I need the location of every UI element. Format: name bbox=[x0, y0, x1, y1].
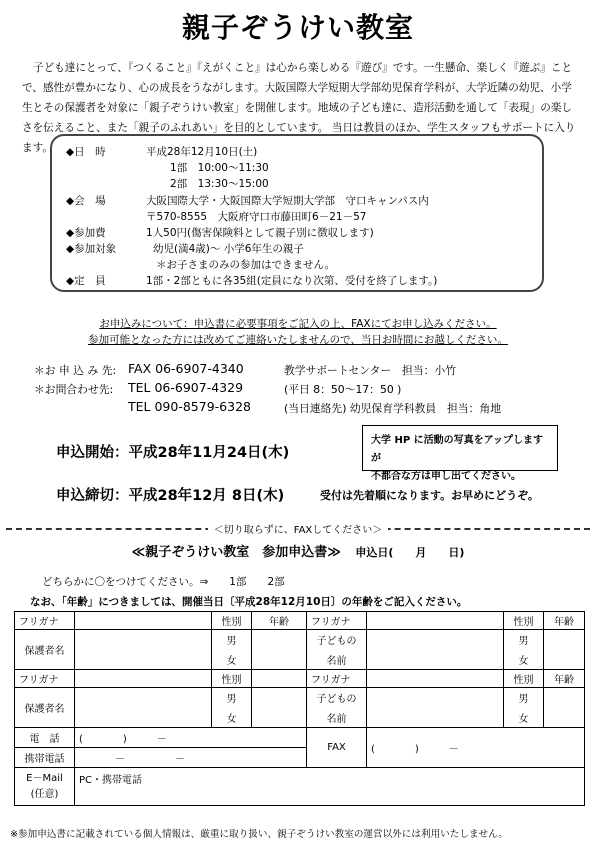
child-label-top: 子どもの bbox=[307, 688, 367, 708]
inquiry-tel: TEL 06-6907-4329 bbox=[128, 380, 244, 395]
guardian-furigana-input[interactable] bbox=[75, 612, 212, 630]
guardian-name-label: 保護者名 bbox=[15, 630, 75, 670]
info-fee: 1人50円(傷害保険料として親子別に徴収します) bbox=[146, 227, 374, 239]
female-option[interactable]: 女 bbox=[504, 708, 544, 728]
photo-notice-line1: 大学 HP に活動の写真をアップしますが bbox=[371, 435, 543, 464]
child-furigana-input[interactable] bbox=[367, 670, 504, 688]
child-name-input[interactable] bbox=[367, 630, 504, 670]
furigana-label: フリガナ bbox=[15, 670, 75, 688]
table-row bbox=[15, 612, 585, 630]
apply-start: 申込開始：平成28年11月24日(木) bbox=[56, 445, 290, 461]
gender-label: 性別 bbox=[504, 670, 544, 688]
email-input[interactable]: PC・携帯電話 bbox=[75, 768, 585, 806]
gender-label: 性別 bbox=[504, 612, 544, 630]
day-contact: (当日連絡先) 幼児保育学科教員 担当：角地 bbox=[284, 402, 501, 415]
page-title: 親子ぞうけい教室 bbox=[181, 11, 414, 44]
info-part2: 2部 13:30～15:00 bbox=[170, 178, 269, 190]
male-option[interactable]: 男 bbox=[212, 630, 252, 650]
furigana-label: フリガナ bbox=[307, 670, 367, 688]
phone-input[interactable]: ( ) － bbox=[75, 728, 307, 748]
application-form-table bbox=[14, 611, 585, 806]
intro-paragraph: 子ども達にとって、『つくること』『えがくこと』は心から楽しめる『遊び』です。一生懸命、楽しく『遊ぶ』ことで、感性が豊かになり、心の成長をうながします。大阪国際大学短期大学部幼児保育学科が、大学近隣の幼児、小学生とその保護者を対象に「親子ぞうけい教室」を開催します。地域の子ども達に、造形活動を通して「表現」の楽しさを伝えること、また「親子のふれあい」を目的としています。 当日は教員のほか、学生スタッフもサポートに入ります。 bbox=[22, 62, 576, 154]
female-option[interactable]: 女 bbox=[212, 708, 252, 728]
furigana-label: フリガナ bbox=[307, 612, 367, 630]
inquiry-label: ＊お問合わせ先: bbox=[34, 383, 114, 396]
child-age-input[interactable] bbox=[544, 630, 585, 670]
age-label: 年齢 bbox=[544, 612, 585, 630]
notice-apply-text: お申込みについて：申込書に必要事項をご記入の上、FAXにてお申し込みください。 bbox=[99, 318, 497, 330]
day-tel: TEL 090-8579-6328 bbox=[128, 399, 251, 414]
apply-fax: FAX 06-6907-4340 bbox=[128, 361, 244, 376]
office-hours: (平日 8：50～17：50 ) bbox=[284, 383, 402, 396]
child-label-bottom: 名前 bbox=[307, 650, 367, 670]
female-option[interactable]: 女 bbox=[212, 650, 252, 670]
child-name-input[interactable] bbox=[367, 688, 504, 728]
apply-label: ＊お 申 込 み 先: bbox=[34, 364, 117, 377]
photo-notice-line2: 不都合な方は申し出てください。 bbox=[371, 471, 521, 482]
form-title-text: ≪親子ぞうけい教室 参加申込書≫ bbox=[131, 545, 341, 560]
mobile-input[interactable]: － － bbox=[75, 748, 307, 768]
table-row bbox=[15, 670, 585, 688]
session-choice[interactable]: どちらかに〇をつけてください。⇒ 1部 2部 bbox=[42, 576, 285, 588]
deadline-note: 受付は先着順になります。お早めにどうぞ。 bbox=[320, 489, 539, 502]
info-address: 〒570-8555 大阪府守口市藤田町6－21－57 bbox=[146, 211, 367, 223]
fax-input[interactable]: ( ) － bbox=[367, 728, 585, 768]
info-target: 幼児(満4歳)～ 小学6年生の親子 bbox=[153, 243, 304, 255]
form-title bbox=[0, 541, 596, 560]
guardian-name-label: 保護者名 bbox=[15, 688, 75, 728]
guardian-age-input[interactable] bbox=[252, 630, 307, 670]
age-label: 年齢 bbox=[544, 670, 585, 688]
guardian-name-input[interactable] bbox=[75, 688, 212, 728]
cut-instruction-text: ＜切り取らずに、FAXしてください＞ bbox=[208, 525, 389, 536]
notice-apply bbox=[0, 316, 596, 331]
info-part1: 1部 10:00～11:30 bbox=[170, 162, 269, 174]
child-label-bottom: 名前 bbox=[307, 708, 367, 728]
child-label-top: 子どもの bbox=[307, 630, 367, 650]
info-target-label: ◆参加対象 bbox=[66, 243, 117, 255]
guardian-furigana-input[interactable] bbox=[75, 670, 212, 688]
info-fee-label: ◆参加費 bbox=[66, 227, 106, 239]
child-furigana-input[interactable] bbox=[367, 612, 504, 630]
support-center: 教学サポートセンター 担当：小竹 bbox=[284, 364, 456, 377]
cut-instruction bbox=[0, 521, 596, 536]
notice-attend-text: 参加可能となった方には改めてご連絡いたしませんので、当日お時間にお越しください。 bbox=[88, 334, 508, 346]
table-row bbox=[15, 728, 585, 748]
email-optional: (任意) bbox=[30, 788, 59, 800]
email-label-text: E－Mail bbox=[26, 772, 63, 784]
male-option[interactable]: 男 bbox=[504, 688, 544, 708]
empty-cell bbox=[252, 670, 307, 688]
guardian-name-input[interactable] bbox=[75, 630, 212, 670]
furigana-label: フリガナ bbox=[15, 612, 75, 630]
table-row bbox=[15, 630, 585, 650]
info-date: 平成28年12月10日(土) bbox=[146, 146, 258, 158]
info-capacity: 1部・2部ともに各35組(定員になり次第、受付を終了します。) bbox=[146, 275, 438, 287]
apply-deadline: 申込締切：平成28年12月 8日(木) bbox=[56, 488, 285, 504]
guardian-age-input[interactable] bbox=[252, 688, 307, 728]
table-row bbox=[15, 768, 585, 806]
info-capacity-label: ◆定 員 bbox=[66, 275, 106, 287]
table-row bbox=[15, 688, 585, 708]
info-date-label: ◆日 時 bbox=[66, 146, 106, 158]
email-label bbox=[15, 768, 75, 806]
phone-label: 電 話 bbox=[15, 728, 75, 748]
info-target-note: ＊お子さまのみの参加はできません。 bbox=[156, 259, 336, 271]
notice-attend bbox=[0, 332, 596, 347]
male-option[interactable]: 男 bbox=[212, 688, 252, 708]
age-label: 年齢 bbox=[252, 612, 307, 630]
mobile-label: 携帯電話 bbox=[15, 748, 75, 768]
male-option[interactable]: 男 bbox=[504, 630, 544, 650]
event-info-box bbox=[50, 134, 544, 292]
info-venue: 大阪国際大学・大阪国際大学短期大学部 守口キャンパス内 bbox=[146, 195, 429, 207]
gender-label: 性別 bbox=[212, 670, 252, 688]
age-note: なお、「年齢」につきましては、開催当日〔平成28年12月10日〕の年齢をご記入ください。 bbox=[30, 596, 468, 608]
privacy-footer: ※参加申込書に記載されている個人情報は、厳重に取り扱い、親子ぞうけい教室の運営以外には利用いたしません。 bbox=[10, 829, 508, 840]
photo-notice-box bbox=[362, 425, 558, 482]
female-option[interactable]: 女 bbox=[504, 650, 544, 670]
apply-date: 申込日( 月 日) bbox=[355, 546, 465, 559]
fax-label: FAX bbox=[307, 728, 367, 768]
child-age-input[interactable] bbox=[544, 688, 585, 728]
info-venue-label: ◆会 場 bbox=[66, 195, 106, 207]
gender-label: 性別 bbox=[212, 612, 252, 630]
